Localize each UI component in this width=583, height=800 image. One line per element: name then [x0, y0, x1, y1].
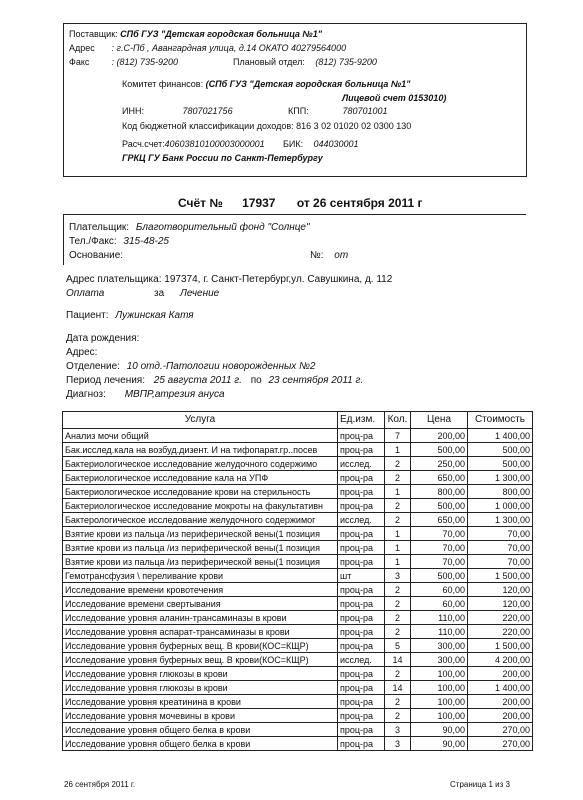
table-row — [63, 723, 533, 737]
payment-for: за — [154, 288, 165, 299]
header-price: Цена — [411, 412, 468, 429]
cell-unit: проц-ра — [338, 527, 385, 541]
inn-value: 7807021756 — [182, 106, 233, 116]
period-label: Период лечения: — [66, 375, 145, 386]
footer-page: Страница 1 из 3 — [450, 780, 510, 789]
cell-qty: 2 — [385, 709, 411, 723]
bik-label: БИК: — [283, 139, 304, 149]
address-label: Адрес: — [66, 347, 98, 358]
cell-qty: 1 — [385, 527, 411, 541]
cell-service: Исследование времени свертывания — [63, 597, 338, 611]
cell-price: 110,00 — [411, 611, 468, 625]
table-row — [63, 499, 533, 513]
table-row — [63, 513, 533, 527]
cell-service: Исследование уровня глюкозы в крови — [63, 681, 338, 695]
cell-qty: 2 — [385, 499, 411, 513]
cell-unit: проц-ра — [338, 583, 385, 597]
cell-service: Исследование уровня буферных вещ. В крови(КОС=КЩР) — [63, 653, 338, 667]
cell-unit: проц-ра — [338, 667, 385, 681]
cell-sum: 1 500,00 — [468, 639, 533, 653]
cell-price: 300,00 — [411, 639, 468, 653]
supplier-line — [69, 29, 322, 39]
table-row — [63, 429, 533, 443]
cell-unit: проц-ра — [338, 681, 385, 695]
cell-service: Исследование уровня буферных вещ. В крови(КОС=КЩР) — [63, 639, 338, 653]
patient-line — [66, 310, 194, 321]
account-line — [122, 139, 265, 149]
cell-unit: шт — [338, 569, 385, 583]
cell-price: 70,00 — [411, 555, 468, 569]
diagnosis-value: МВПР,атрезия ануса — [124, 389, 225, 400]
cell-unit: проц-ра — [338, 723, 385, 737]
cell-service: Бактериологическое исследование желудочного содержимо — [63, 457, 338, 471]
bik-line — [283, 139, 359, 149]
cell-price: 100,00 — [411, 667, 468, 681]
cell-service: Гемотрансфузия \ переливание крови — [63, 569, 338, 583]
patient-name: Лужинская Катя — [115, 310, 194, 321]
bank-name: ГРКЦ ГУ Банк России по Санкт-Петербургу — [122, 153, 323, 163]
table-row — [63, 443, 533, 457]
payer-label: Плательщик: — [69, 222, 130, 233]
cell-qty: 2 — [385, 457, 411, 471]
cell-service: Бактериологическое исследование мокроты на факультативн — [63, 499, 338, 513]
table-row — [63, 597, 533, 611]
cell-qty: 1 — [385, 485, 411, 499]
basis-no-line — [310, 250, 348, 261]
cell-sum: 70,00 — [468, 541, 533, 555]
cell-sum: 200,00 — [468, 695, 533, 709]
planning-line — [233, 57, 377, 67]
cell-service: Взятие крови из пальца /из периферической вены(1 позиция — [63, 555, 338, 569]
cell-service: Бак.исслед.кала на возбуд.дизент. И на тифопарат.гр..посев — [63, 443, 338, 457]
cell-qty: 3 — [385, 737, 411, 751]
services-table — [62, 411, 533, 751]
cell-service: Анализ мочи общий — [63, 429, 338, 443]
payment-line — [66, 288, 220, 299]
cell-qty: 2 — [385, 625, 411, 639]
cell-qty: 2 — [385, 583, 411, 597]
cell-service: Исследование уровня креатинина в крови — [63, 695, 338, 709]
cell-qty: 2 — [385, 611, 411, 625]
kpp-line — [288, 106, 388, 116]
cell-price: 500,00 — [411, 569, 468, 583]
header-unit: Ед.изм. — [338, 412, 385, 429]
cell-unit: исслед. — [338, 513, 385, 527]
cell-sum: 200,00 — [468, 667, 533, 681]
cell-price: 70,00 — [411, 527, 468, 541]
invoice-title: Счёт № — [178, 196, 223, 210]
payer-line — [69, 222, 310, 233]
cell-qty: 3 — [385, 569, 411, 583]
cell-unit: проц-ра — [338, 499, 385, 513]
cell-service: Взятие крови из пальца /из периферической вены(1 позиция — [63, 527, 338, 541]
cell-price: 500,00 — [411, 443, 468, 457]
cell-unit: проц-ра — [338, 485, 385, 499]
cell-service: Бактерологическое исследование желудочного содержимог — [63, 513, 338, 527]
table-row — [63, 583, 533, 597]
cell-qty: 2 — [385, 597, 411, 611]
patient-label: Пациент: — [66, 310, 109, 321]
table-row — [63, 681, 533, 695]
account-value: 40603810100003000001 — [164, 139, 265, 149]
cell-unit: проц-ра — [338, 709, 385, 723]
cell-price: 200,00 — [411, 429, 468, 443]
cell-unit: проц-ра — [338, 429, 385, 443]
cell-sum: 500,00 — [468, 443, 533, 457]
cell-sum: 1 300,00 — [468, 471, 533, 485]
cell-unit: исслед. — [338, 653, 385, 667]
cell-sum: 70,00 — [468, 555, 533, 569]
header-sum: Стоимость — [468, 412, 533, 429]
cell-price: 110,00 — [411, 625, 468, 639]
kbk-line: Код бюджетной классификации доходов: 816 3 02 01020 02 0300 130 — [122, 121, 412, 131]
cell-qty: 7 — [385, 429, 411, 443]
committee-name: (СПб ГУЗ "Детская городская больница №1" — [205, 79, 411, 89]
supplier-fax-label: Факс — [69, 57, 90, 67]
supplier-address-label: Адрес — [69, 43, 95, 53]
payer-name: Благотворительный фонд "Солнце" — [135, 222, 310, 233]
kpp-label: КПП: — [288, 106, 309, 116]
cell-sum: 270,00 — [468, 723, 533, 737]
cell-qty: 14 — [385, 681, 411, 695]
cell-service: Бактериологическое исследование крови на стерильность — [63, 485, 338, 499]
cell-sum: 1 400,00 — [468, 681, 533, 695]
period-to-word: по — [250, 375, 262, 386]
kpp-value: 780701001 — [342, 106, 388, 116]
cell-price: 90,00 — [411, 737, 468, 751]
cell-price: 250,00 — [411, 457, 468, 471]
cell-service: Исследование уровня общего белка в крови — [63, 737, 338, 751]
committee-line — [122, 79, 410, 89]
table-row — [63, 737, 533, 751]
cell-service: Исследование уровня аспарат-трансаминазы в крови — [63, 625, 338, 639]
basis-label: Основание: — [69, 250, 124, 261]
supplier-name: СПб ГУЗ "Детская городская больница №1" — [120, 29, 322, 39]
table-row — [63, 541, 533, 555]
cell-sum: 800,00 — [468, 485, 533, 499]
planning-phone: (812) 735-9200 — [315, 57, 377, 67]
cell-price: 100,00 — [411, 681, 468, 695]
payer-address: Адрес плательщика: 197374, г. Санкт-Петербург,ул. Савушкина, д. 112 — [66, 274, 393, 285]
cell-sum: 220,00 — [468, 611, 533, 625]
cell-price: 100,00 — [411, 695, 468, 709]
cell-unit: проц-ра — [338, 611, 385, 625]
period-line — [66, 375, 363, 386]
cell-service: Исследование уровня общего белка в крови — [63, 723, 338, 737]
cell-price: 650,00 — [411, 513, 468, 527]
cell-unit: исслед. — [338, 457, 385, 471]
cell-unit: проц-ра — [338, 541, 385, 555]
table-header-row — [63, 412, 533, 429]
inn-label: ИНН: — [122, 106, 144, 116]
inn-line — [122, 106, 233, 116]
table-row — [63, 569, 533, 583]
cell-price: 70,00 — [411, 541, 468, 555]
invoice-title-line — [178, 196, 423, 210]
supplier-label: Поставщик: — [69, 29, 118, 39]
table-body — [63, 429, 533, 751]
account-label: Расч.счет: — [122, 139, 165, 149]
payer-phone-line — [69, 236, 169, 247]
cell-qty: 2 — [385, 695, 411, 709]
table-row — [63, 653, 533, 667]
cell-sum: 1 000,00 — [468, 499, 533, 513]
cell-unit: проц-ра — [338, 737, 385, 751]
cell-sum: 220,00 — [468, 625, 533, 639]
cell-qty: 2 — [385, 471, 411, 485]
cell-price: 650,00 — [411, 471, 468, 485]
cell-price: 60,00 — [411, 597, 468, 611]
cell-qty: 5 — [385, 639, 411, 653]
table-row — [63, 709, 533, 723]
footer-date: 26 сентября 2011 г. — [64, 780, 136, 789]
cell-service: Исследование времени кровотечения — [63, 583, 338, 597]
supplier-address-line — [69, 43, 346, 53]
cell-qty: 2 — [385, 667, 411, 681]
cell-unit: проц-ра — [338, 695, 385, 709]
header-service: Услуга — [63, 412, 338, 429]
cell-sum: 1 500,00 — [468, 569, 533, 583]
cell-unit: проц-ра — [338, 443, 385, 457]
cell-service: Исследование уровня аланин-трансаминазы в крови — [63, 611, 338, 625]
cell-sum: 70,00 — [468, 527, 533, 541]
cell-qty: 14 — [385, 653, 411, 667]
cell-sum: 1 400,00 — [468, 429, 533, 443]
department-label: Отделение: — [66, 361, 120, 372]
table-row — [63, 471, 533, 485]
cell-service: Взятие крови из пальца /из периферической вены(1 позиция — [63, 541, 338, 555]
table-row — [63, 527, 533, 541]
basis-no-label: №: — [310, 250, 324, 261]
bik-value: 044030001 — [313, 139, 359, 149]
period-to: 23 сентября 2011 г. — [268, 375, 364, 386]
table-row — [63, 555, 533, 569]
table-row — [63, 485, 533, 499]
table-row — [63, 457, 533, 471]
cell-qty: 1 — [385, 443, 411, 457]
basis-from: от — [334, 250, 349, 261]
period-from: 25 августа 2011 г. — [153, 375, 242, 386]
planning-label: Плановый отдел: — [233, 57, 305, 67]
table-row — [63, 695, 533, 709]
cell-unit: проц-ра — [338, 555, 385, 569]
payment-label: Оплата — [66, 288, 105, 299]
cell-price: 500,00 — [411, 499, 468, 513]
payer-phone: 315-48-25 — [123, 236, 169, 247]
table-row — [63, 667, 533, 681]
diagnosis-label: Диагноз: — [66, 389, 106, 400]
cell-price: 100,00 — [411, 709, 468, 723]
invoice-date: от 26 сентября 2011 г — [296, 196, 423, 210]
cell-unit: проц-ра — [338, 471, 385, 485]
cell-price: 60,00 — [411, 583, 468, 597]
cell-qty: 2 — [385, 513, 411, 527]
supplier-fax-line — [69, 57, 178, 67]
cell-service: Исследование уровня мочевины в крови — [63, 709, 338, 723]
cell-sum: 500,00 — [468, 457, 533, 471]
cell-unit: проц-ра — [338, 597, 385, 611]
cell-service: Исследование уровня глюкозы в крови — [63, 667, 338, 681]
cell-unit: проц-ра — [338, 625, 385, 639]
cell-qty: 3 — [385, 723, 411, 737]
cell-sum: 4 200,00 — [468, 653, 533, 667]
cell-price: 90,00 — [411, 723, 468, 737]
department-line — [66, 361, 315, 372]
department-value: 10 отд.-Патологии новорожденных №2 — [126, 361, 316, 372]
cell-price: 300,00 — [411, 653, 468, 667]
payer-phone-label: Тел./Факс: — [69, 236, 117, 247]
birth-label: Дата рождения: — [66, 333, 140, 344]
cell-unit: проц-ра — [338, 639, 385, 653]
payment-purpose: Лечение — [180, 288, 220, 299]
cell-sum: 270,00 — [468, 737, 533, 751]
table-row — [63, 625, 533, 639]
invoice-number: 17937 — [242, 196, 276, 210]
table-row — [63, 639, 533, 653]
cell-service: Бактериологическое исследование кала на УПФ — [63, 471, 338, 485]
table-row — [63, 611, 533, 625]
cell-qty: 1 — [385, 555, 411, 569]
supplier-address: : г.С-Пб , Авангардная улица, д.14 ОКАТО 40279564000 — [111, 43, 347, 53]
committee-label: Комитет финансов: — [122, 79, 204, 89]
supplier-fax: : (812) 735-9200 — [111, 57, 179, 67]
diagnosis-line — [66, 389, 225, 400]
cell-price: 800,00 — [411, 485, 468, 499]
cell-sum: 120,00 — [468, 597, 533, 611]
header-qty: Кол. — [385, 412, 411, 429]
cell-sum: 1 300,00 — [468, 513, 533, 527]
cell-sum: 120,00 — [468, 583, 533, 597]
personal-account: Лицевой счет 0153010) — [342, 93, 447, 103]
cell-sum: 200,00 — [468, 709, 533, 723]
cell-qty: 1 — [385, 541, 411, 555]
